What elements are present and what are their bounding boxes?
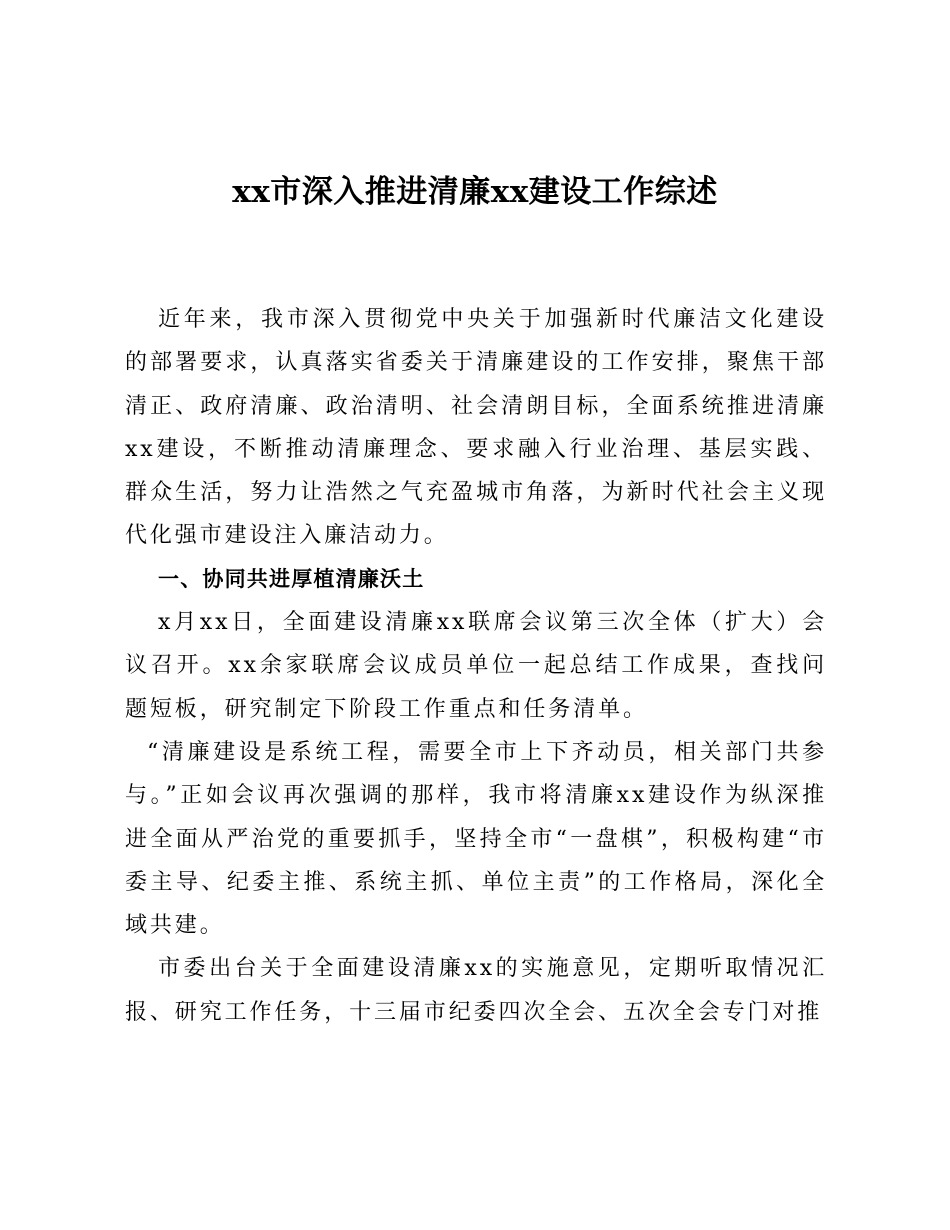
meeting-paragraph: x月xx日，全面建设清廉xx联席会议第三次全体（扩大）会议召开。xx余家联席会议成员单位一起总结工作成果，查找问题短板，研究制定下阶段工作重点和任务清单。 [125,610,827,722]
quote-paragraph: “清廉建设是系统工程，需要全市上下齐动员，相关部门共参与。”正如会议再次强调的那样，我市将清廉xx建设作为纵深推进全面从严治党的重要抓手，坚持全市“一盘棋”，积极构建“市委主导、纪委主推、系统主抓、单位主责”的工作格局，深化全域共建。 [125,739,827,939]
document-body [125,298,827,1034]
section-heading: 一、协同共进厚植清廉沃土 [158,566,425,591]
policy-paragraph: 市委出台关于全面建设清廉xx的实施意见，定期听取情况汇报、研究工作任务，十三届市纪委四次全会、五次全会专门对推 [125,956,827,1025]
document-title: xx市深入推进清廉xx建设工作综述 [232,174,718,210]
intro-paragraph: 近年来，我市深入贯彻党中央关于加强新时代廉洁文化建设的部署要求，认真落实省委关于清廉建设的工作安排，聚焦干部清正、政府清廉、政治清明、社会清朗目标，全面系统推进清廉xx建设，不断推动清廉理念、要求融入行业治理、基层实践、群众生活，努力让浩然之气充盈城市角落，为新时代社会主义现代化强市建设注入廉洁动力。 [125,307,827,549]
